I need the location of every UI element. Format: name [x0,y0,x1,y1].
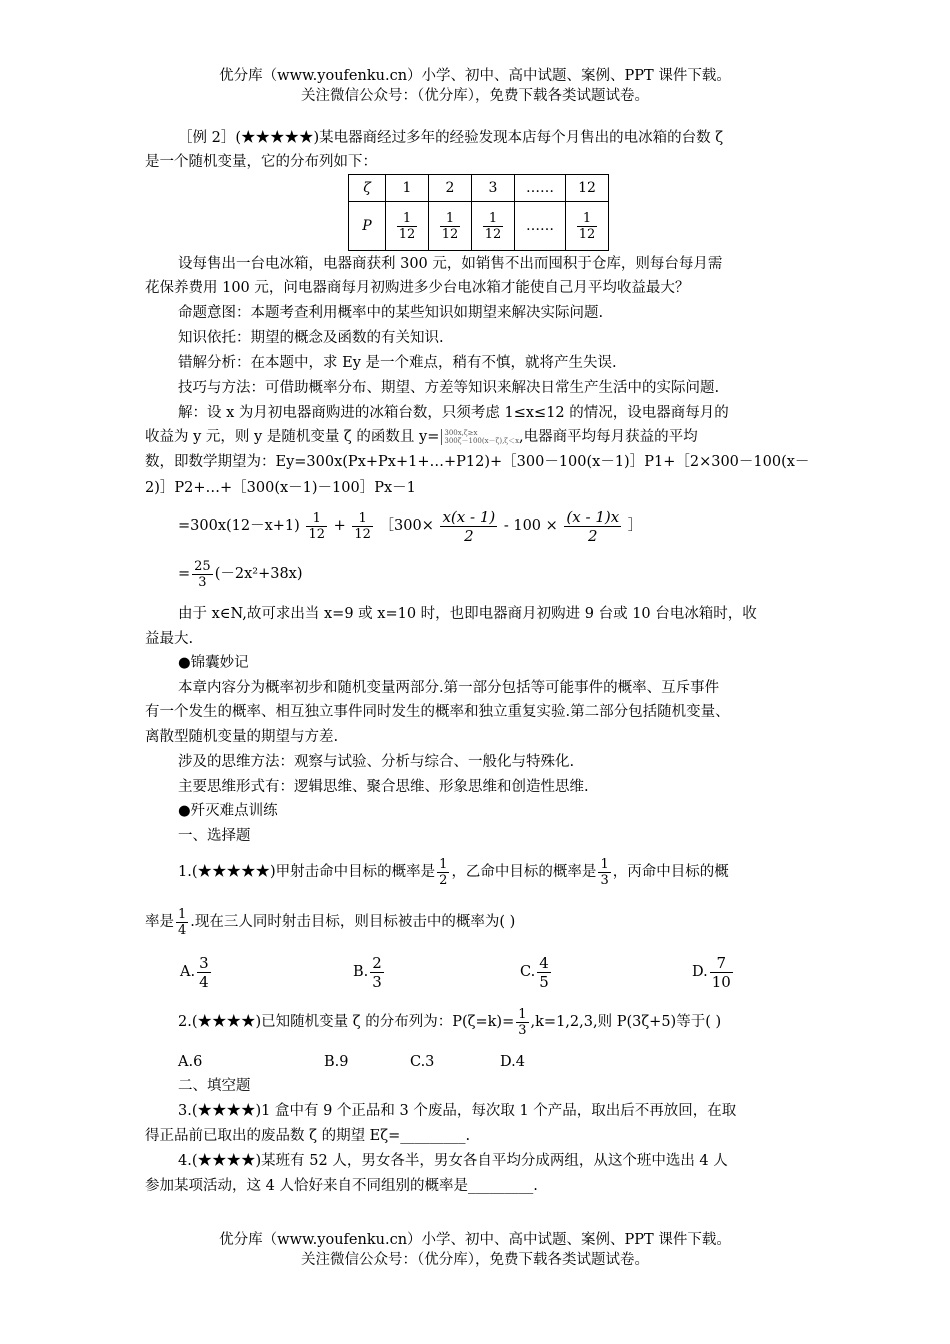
example-title-line-1: ［例 2］(★★★★★)某电器商经过多年的经验发现本店每个月售出的电冰箱的台数 ζ [178,130,724,146]
q2-option-b: B.9 [324,1054,349,1070]
question-3-line-2: 得正品前已取出的废品数 ζ 的期望 Eζ=_________. [145,1128,471,1144]
question-2: 2.(★★★★)已知随机变量 ζ 的分布列为：P(ζ=k)= $\frac{1}{3}$ ,k=1,2,3,则 P(3ζ+5)等于( ) [178,1006,722,1038]
table-header-cell: 12 [566,175,609,202]
summary-para-3: 主要思维形式有：逻辑思维、聚合思维、形象思维和创造性思维. [178,779,589,795]
summary-para-1b: 有一个发生的概率、相互独立事件同时发生的概率和独立重复实验.第二部分包括随机变量、 [145,704,730,720]
section-fill-heading: 二、填空题 [178,1078,251,1094]
footer-line-1: 优分库（www.youfenku.cn）小学、初中、高中试题、案例、PPT 课件下载。 [219,1232,731,1248]
header-line-1: 优分库（www.youfenku.cn）小学、初中、高中试题、案例、PPT 课件下载。 [219,68,731,84]
equation-1: =300x(12－x+1) $\frac{1}{12}$ + $\frac{1}{12}$ ［300× $\frac{x(x - 1)}{2}$ - 100 × $\frac{(x - 1)x}{2}$ ］ [178,507,643,545]
header-line-2: 关注微信公众号：（优分库），免费下载各类试题试卷。 [301,88,649,104]
setup-line-2: 花保养费用 100 元，问电器商每月初购进多少台电冰箱才能使自己月平均收益最大？ [145,280,690,296]
q2-option-a: A.6 [178,1054,203,1070]
table-p-cell: …… [515,202,566,251]
table-p-cell: $\frac{1}{12}$ [429,202,472,251]
intent-text: 命题意图：本题考查利用概率中的某些知识如期望来解决实际问题. [178,305,604,321]
equation-2: = $\frac{25}{3}$ (－2x²+38x) [178,558,303,590]
solution-line-4: 2)］P2+…+［300(x－1)－100］Px－1 [145,480,416,496]
conclusion-line-2: 益最大. [145,631,194,647]
summary-para-1c: 离散型随机变量的期望与方差. [145,729,339,745]
method-text: 技巧与方法：可借助概率分布、期望、方差等知识来解决日常生产生活中的实际问题. [178,380,720,396]
q1-option-c: C. $\frac{4}{5}$ [520,953,549,991]
table-header-cell: ζ [349,175,386,202]
summary-para-1a: 本章内容分为概率初步和随机变量两部分.第一部分包括等可能事件的概率、互斥事件 [178,680,720,696]
question-4-line-1: 4.(★★★★)某班有 52 人，男女各半，男女各自平均分成两组，从这个班中选出 4 人 [178,1153,728,1169]
footer-line-2: 关注微信公众号：（优分库），免费下载各类试题试卷。 [301,1252,649,1268]
table-header-cell: 1 [386,175,429,202]
q1-option-b: B. $\frac{2}{3}$ [353,953,382,991]
basis-text: 知识依托：期望的概念及函数的有关知识. [178,330,444,346]
q2-option-d: D.4 [500,1054,525,1070]
table-p-cell: $\frac{1}{12}$ [386,202,429,251]
solution-line-1: 解：设 x 为月初电器商购进的冰箱台数，只须考虑 1≤x≤12 的情况，设电器商每月的 [178,405,729,421]
table-header-cell: …… [515,175,566,202]
table-p-label: P [349,202,386,251]
q1-option-d: D. $\frac{7}{10}$ [692,953,731,991]
training-heading: ●歼灭难点训练 [178,803,278,819]
setup-line-1: 设每售出一台电冰箱，电器商获利 300 元，如销售不出而囤积于仓库，则每台每月需 [178,256,723,272]
question-4-line-2: 参加某项活动，这 4 人恰好来自不同组别的概率是_________. [145,1178,538,1194]
question-3-line-1: 3.(★★★★)1 盒中有 9 个正品和 3 个废品，每次取 1 个产品，取出后不再放回，在取 [178,1103,737,1119]
distribution-table [348,174,609,251]
q2-option-c: C.3 [410,1054,435,1070]
solution-line-2: 收益为 y 元，则 y 是随机变量 ζ 的函数且 y= 300x,ζ≥x 300ζ－100(x－ζ),ζ＜x ,电器商平均每月获益的平均 [145,429,698,445]
table-p-cell: $\frac{1}{12}$ [566,202,609,251]
table-header-cell: 3 [472,175,515,202]
conclusion-line-1: 由于 x∈N,故可求出当 x=9 或 x=10 时，也即电器商月初购进 9 台或 10 台电冰箱时，收 [178,606,757,622]
table-p-cell: $\frac{1}{12}$ [472,202,515,251]
section-choice-heading: 一、选择题 [178,828,251,844]
error-analysis-text: 错解分析：在本题中，求 Ey 是一个难点，稍有不慎，就将产生失误. [178,355,617,371]
q1-option-a: A. $\frac{3}{4}$ [180,953,209,991]
question-1-line-1: 1.(★★★★★)甲射击命中目标的概率是 $\frac{1}{2}$ ，乙命中目标的概率是 $\frac{1}{3}$ ，丙命中目标的概 [178,856,729,888]
example-title-line-2: 是一个随机变量，它的分布列如下： [145,154,377,170]
summary-para-2: 涉及的思维方法：观察与试验、分析与综合、一般化与特殊化. [178,754,575,770]
table-header-cell: 2 [429,175,472,202]
summary-heading: ●锦囊妙记 [178,655,249,671]
question-1-line-2: 率是 $\frac{1}{4}$ .现在三人同时射击目标，则目标被击中的概率为( ) [145,906,516,938]
solution-line-3: 数，即数学期望为：Ey=300x(Px+Px+1+…+P12)+［300－100(x－1)］P1+［2×300－100(x－ [145,454,810,470]
piecewise-function: 300x,ζ≥x 300ζ－100(x－ζ),ζ＜x [441,429,519,445]
